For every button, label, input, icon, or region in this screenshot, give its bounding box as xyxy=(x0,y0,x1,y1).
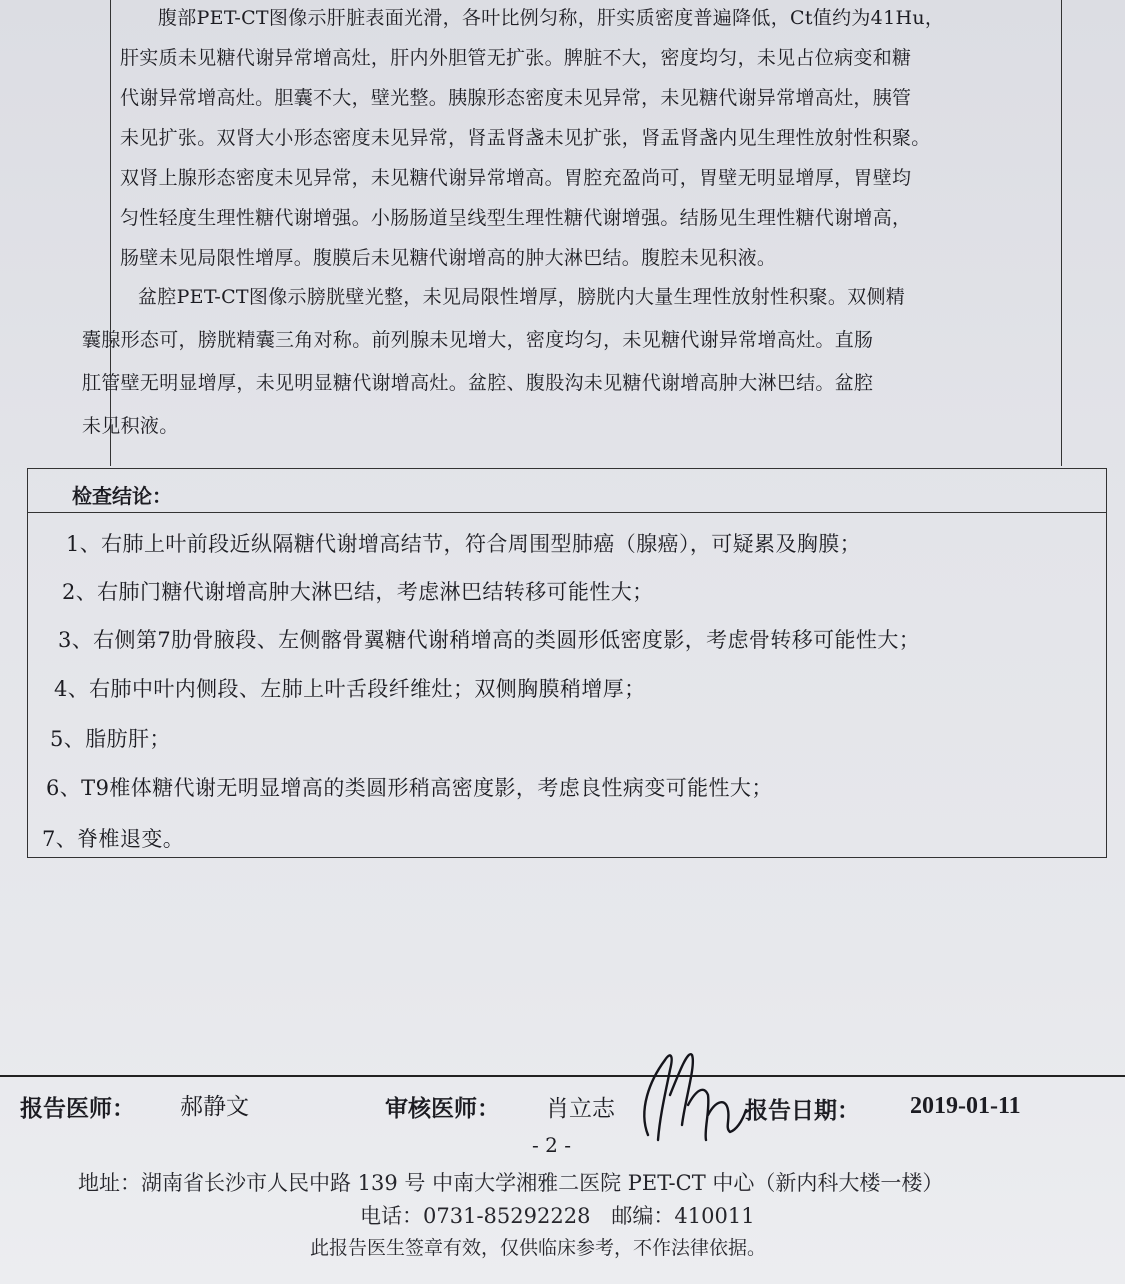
report-doctor-label: 报告医师： xyxy=(20,1096,135,1122)
hospital-contact: 电话：0731-85292228 邮编：410011 xyxy=(360,1204,755,1228)
report-date: 2019-01-11 xyxy=(910,1093,1021,1119)
conclusion-item: 1、右肺上叶前段近纵隔糖代谢增高结节，符合周围型肺癌（腺癌），可疑累及胸膜； xyxy=(66,532,862,556)
page-number: - 2 - xyxy=(532,1133,571,1157)
report-date-label: 报告日期： xyxy=(745,1098,860,1124)
findings-line: 腹部PET-CT图像示肝脏表面光滑，各叶比例匀称，肝实质密度普遍降低，Ct值约为41Hu， xyxy=(158,7,945,29)
conclusion-item: 2、右肺门糖代谢增高肿大淋巴结，考虑淋巴结转移可能性大； xyxy=(62,580,654,604)
findings-line: 双肾上腺形态密度未见异常，未见糖代谢异常增高。胃腔充盈尚可，胃壁无明显增厚，胃壁均 xyxy=(120,167,912,189)
report-doctor-name: 郝静文 xyxy=(180,1094,249,1120)
footer-divider xyxy=(0,1075,1125,1077)
report-disclaimer: 此报告医生签章有效，仅供临床参考，不作法律依据。 xyxy=(310,1237,767,1259)
conclusion-divider xyxy=(28,512,1106,513)
conclusion-item: 6、T9椎体糖代谢无明显增高的类圆形稍高密度影，考虑良性病变可能性大； xyxy=(46,776,773,800)
conclusion-item: 5、脂肪肝； xyxy=(50,727,171,751)
findings-line: 盆腔PET-CT图像示膀胱壁光整，未见局限性增厚，膀胱内大量生理性放射性积聚。双侧精 xyxy=(138,286,906,308)
findings-line: 肠壁未见局限性增厚。腹膜后未见糖代谢增高的肿大淋巴结。腹腔未见积液。 xyxy=(120,247,777,269)
conclusion-title: 检查结论： xyxy=(72,484,172,508)
findings-line: 匀性轻度生理性糖代谢增强。小肠肠道呈线型生理性糖代谢增强。结肠见生理性糖代谢增高， xyxy=(120,207,912,229)
hospital-address: 地址：湖南省长沙市人民中路 139 号 中南大学湘雅二医院 PET-CT 中心（新内科大楼一楼） xyxy=(78,1171,944,1195)
review-doctor-label: 审核医师： xyxy=(385,1096,500,1122)
findings-line: 代谢异常增高灶。胆囊不大，壁光整。胰腺形态密度未见异常，未见糖代谢异常增高灶，胰管 xyxy=(120,87,912,109)
findings-line: 囊腺形态可，膀胱精囊三角对称。前列腺未见增大，密度均匀，未见糖代谢异常增高灶。直肠 xyxy=(82,329,874,351)
findings-line: 肝实质未见糖代谢异常增高灶，肝内外胆管无扩张。脾脏不大，密度均匀，未见占位病变和糖 xyxy=(120,47,912,69)
pelvis-findings xyxy=(82,276,905,448)
conclusion-item: 4、右肺中叶内侧段、左肺上叶舌段纤维灶；双侧胸膜稍增厚； xyxy=(54,677,646,701)
conclusion-item: 7、脊椎退变。 xyxy=(42,827,185,851)
review-doctor-name: 肖立志 xyxy=(546,1096,615,1122)
handwritten-signature xyxy=(630,1040,750,1160)
findings-line: 肛管壁无明显增厚，未见明显糖代谢增高灶。盆腔、腹股沟未见糖代谢增高肿大淋巴结。盆腔 xyxy=(82,372,874,394)
abdomen-findings xyxy=(120,0,944,278)
conclusion-item: 3、右侧第7肋骨腋段、左侧髂骨翼糖代谢稍增高的类圆形低密度影，考虑骨转移可能性大； xyxy=(58,628,921,652)
findings-line: 未见积液。 xyxy=(82,415,179,437)
findings-line: 未见扩张。双肾大小形态密度未见异常，肾盂肾盏未见扩张，肾盂肾盏内见生理性放射性积聚。 xyxy=(120,127,931,149)
